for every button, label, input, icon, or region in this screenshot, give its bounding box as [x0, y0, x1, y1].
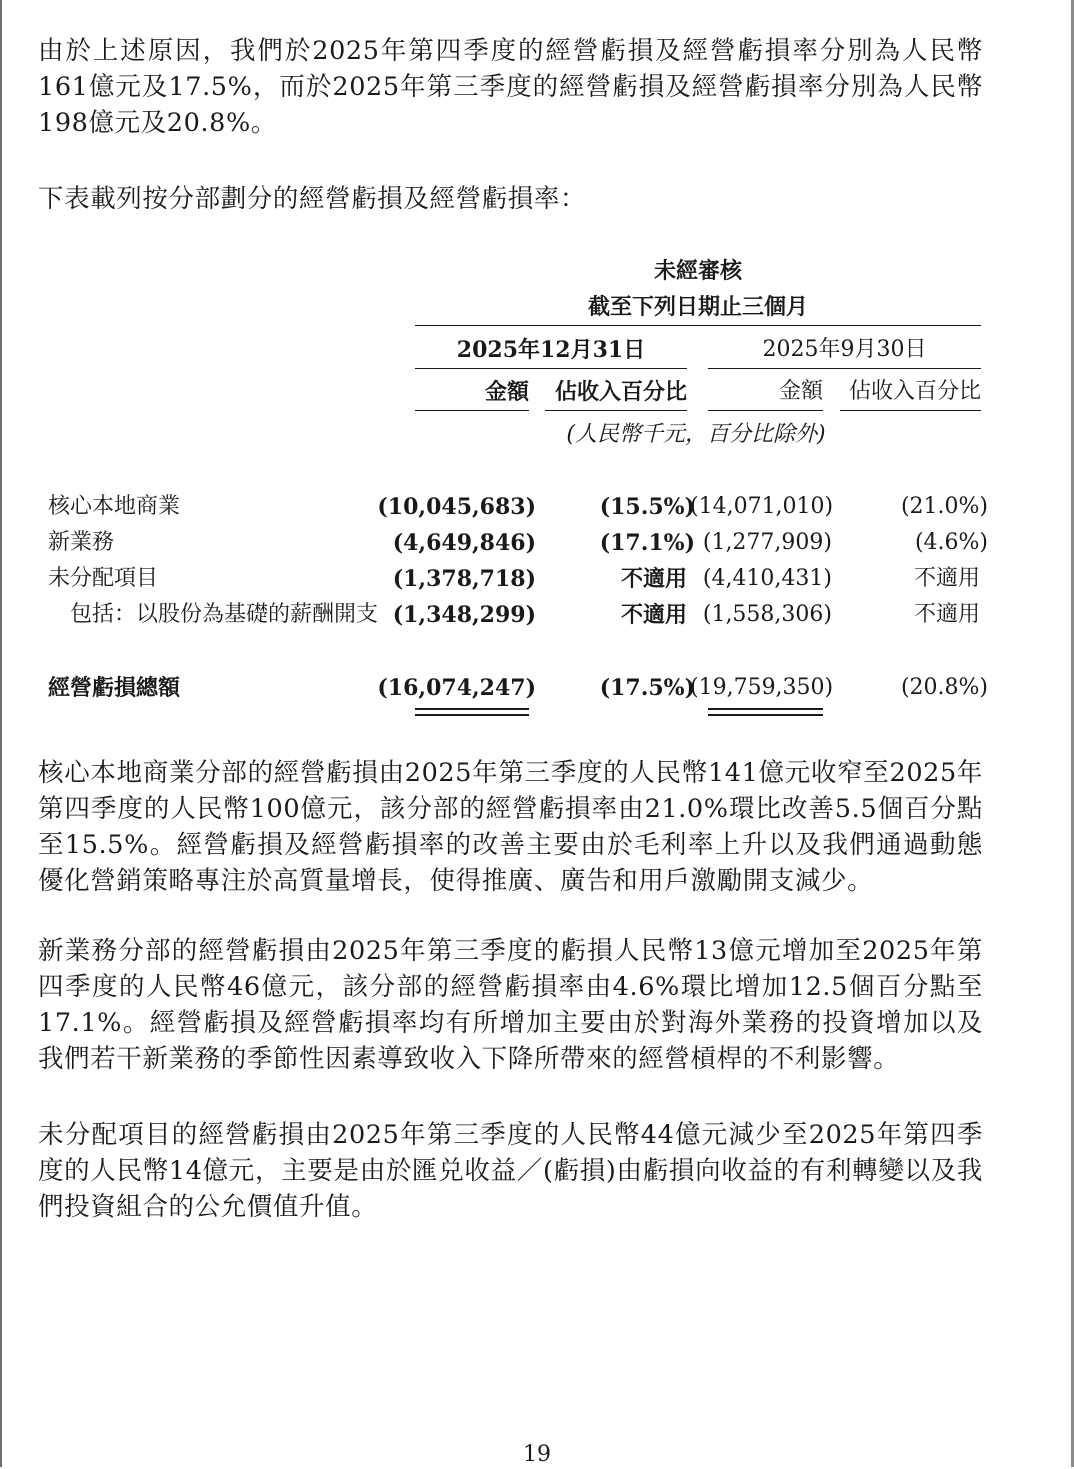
table-row	[0, 562, 1074, 596]
total-amount-q4: (16,074,247)	[377, 675, 536, 701]
total-percent-q3: (20.8%)	[900, 675, 988, 700]
row-amount-q4: (10,045,683)	[377, 494, 536, 520]
table-header-rule	[415, 325, 981, 326]
row-percent-q3: (4.6%)	[914, 530, 988, 555]
column-amount-q4-rule	[415, 410, 529, 411]
row-amount-q3: (4,410,431)	[702, 566, 832, 591]
column-date-q4-rule	[415, 368, 687, 369]
row-amount-q4: (1,378,718)	[392, 566, 536, 592]
total-q4-double-rule-bottom	[415, 714, 529, 716]
row-percent-q3: 不適用	[913, 602, 980, 627]
table-header-period: 截至下列日期止三個月	[587, 294, 808, 320]
table-total-row	[0, 671, 1074, 705]
column-amount-q4: 金額	[484, 379, 529, 405]
total-label: 經營虧損總額	[48, 675, 181, 701]
row-percent-q4: 不適用	[620, 602, 687, 628]
row-amount-q3: (14,071,010)	[690, 494, 834, 519]
table-row	[0, 526, 1074, 560]
table-unit-note: (人民幣千元，百分比除外)	[566, 422, 826, 447]
total-percent-q4: (17.5%)	[599, 675, 695, 701]
page-number: 19	[523, 1442, 551, 1467]
row-percent-q3: (21.0%)	[900, 494, 988, 519]
table-header-unaudited: 未經審核	[653, 258, 742, 284]
row-label: 核心本地商業	[48, 494, 181, 519]
column-amount-q3: 金額	[778, 379, 823, 404]
total-q3-double-rule-bottom	[708, 714, 823, 716]
column-percent-q3: 佔收入百分比	[848, 379, 981, 404]
paragraph-new-initiatives: 新業務分部的經營虧損由2025年第三季度的虧損人民幣13億元增加至2025年第四季度的人民幣46億元，該分部的經營虧損率由4.6%環比增加12.5個百分點至17.1%。經營虧損及經營虧損率均有所增加主要由於對海外業務的投資增加以及我們若干新業務的季節性因素導致收入下降所帶來的經營槓桿的不利影響。	[38, 936, 983, 1074]
row-amount-q3: (1,558,306)	[702, 602, 832, 627]
paragraph-unallocated-items: 未分配項目的經營虧損由2025年第三季度的人民幣44億元減少至2025年第四季度的人民幣14億元，主要是由於匯兑收益／(虧損)由虧損向收益的有利轉變以及我們投資組合的公允價值升值。	[38, 1120, 983, 1222]
column-date-q4: 2025年12月31日	[456, 337, 646, 363]
row-percent-q4: (15.5%)	[599, 494, 695, 520]
row-amount-q4: (4,649,846)	[392, 530, 536, 556]
column-amount-q3-rule	[708, 410, 823, 411]
column-date-q3-rule	[708, 368, 981, 369]
total-q3-double-rule-top	[708, 708, 823, 710]
row-amount-q3: (1,277,909)	[702, 530, 832, 555]
column-percent-q4-rule	[545, 410, 687, 411]
column-percent-q4: 佔收入百分比	[554, 379, 687, 405]
total-q4-double-rule-top	[415, 708, 529, 710]
row-label: 新業務	[48, 530, 115, 555]
paragraph-core-local-commerce: 核心本地商業分部的經營虧損由2025年第三季度的人民幣141億元收窄至2025年第四季度的人民幣100億元，該分部的經營虧損率由21.0%環比改善5.5個百分點至15.5%。經營虧損及經營虧損率的改善主要由於毛利率上升以及我們通過動態優化營銷策略專注於高質量增長，使得推廣、廣告和用戶激勵開支減少。	[38, 758, 983, 896]
row-percent-q4: (17.1%)	[599, 530, 695, 556]
page-edge-left	[0, 0, 2, 1467]
paragraph-operating-loss-summary: 由於上述原因，我們於2025年第四季度的經營虧損及經營虧損率分別為人民幣161億元及17.5%，而於2025年第三季度的經營虧損及經營虧損率分別為人民幣198億元及20.8%。	[38, 36, 983, 138]
paragraph-table-intro: 下表載列按分部劃分的經營虧損及經營虧損率：	[38, 184, 587, 214]
row-amount-q4: (1,348,299)	[392, 602, 536, 628]
table-row	[0, 598, 1074, 632]
row-percent-q3: 不適用	[913, 566, 980, 591]
row-label: 包括：以股份為基礎的薪酬開支	[70, 602, 379, 627]
column-date-q3: 2025年9月30日	[762, 337, 927, 362]
column-percent-q3-rule	[840, 410, 981, 411]
total-amount-q3: (19,759,350)	[690, 675, 834, 700]
table-row	[0, 490, 1074, 524]
row-label: 未分配項目	[48, 566, 159, 591]
row-percent-q4: 不適用	[620, 566, 687, 592]
